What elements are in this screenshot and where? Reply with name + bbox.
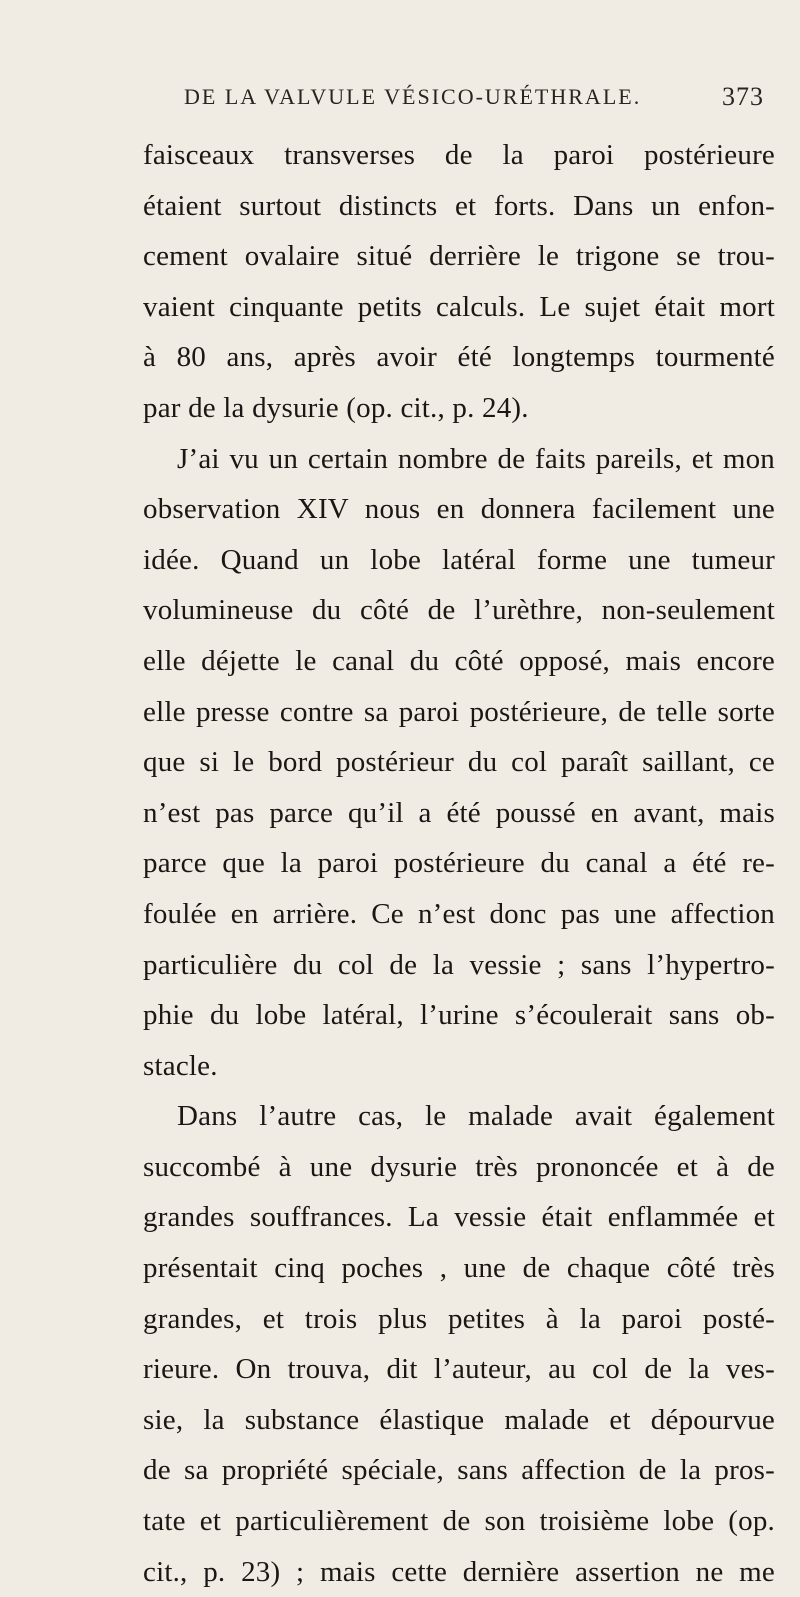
text-line: faisceaux transverses de la paroi postérieure: [143, 139, 775, 171]
text-line: foulée en arrière. Ce n’est donc pas une affection: [143, 897, 775, 930]
text-line: cit., p. 23) ; mais cette dernière assertion ne me: [143, 1555, 775, 1588]
text-line: particulière du col de la vessie ; sans l’hypertro-: [143, 948, 775, 981]
text-line: volumineuse du côté de l’urèthre, non-seulement: [143, 594, 775, 627]
running-title: DE LA VALVULE VÉSICO-URÉTHRALE.: [184, 84, 642, 109]
text-line: que si le bord postérieur du col paraît saillant, ce: [143, 746, 775, 779]
text-line: de sa propriété spéciale, sans affection de la pros-: [143, 1454, 775, 1487]
text-line: rieure. On trouva, dit l’auteur, au col de la ves-: [143, 1353, 775, 1386]
text-line: cement ovalaire situé derrière le trigone se trou-: [143, 240, 775, 273]
text-line: stacle.: [143, 1049, 218, 1082]
text-line: vaient cinquante petits calculs. Le sujet était mort: [143, 290, 775, 323]
page-number: 373: [722, 82, 764, 111]
text-line: tate et particulièrement de son troisième lobe (op.: [143, 1505, 775, 1538]
text-line: grandes souffrances. La vessie était enflammée et: [143, 1201, 775, 1234]
text-line: à 80 ans, après avoir été longtemps tourmenté: [143, 341, 775, 374]
text-line: par de la dysurie (op. cit., p. 24).: [143, 391, 529, 424]
paragraph-start-line: Dans l’autre cas, le malade avait également: [177, 1100, 775, 1133]
text-line: n’est pas parce qu’il a été poussé en avant, mais: [143, 796, 775, 829]
text-line: phie du lobe latéral, l’urine s’écoulerait sans ob-: [143, 999, 775, 1032]
body-text: [143, 130, 775, 1597]
text-line: elle déjette le canal du côté opposé, mais encore: [143, 644, 775, 677]
text-line: présentait cinq poches , une de chaque côté très: [143, 1252, 775, 1285]
paragraph-start-line: J’ai vu un certain nombre de faits pareils, et mon: [177, 442, 775, 475]
text-line: elle presse contre sa paroi postérieure, de telle sorte: [143, 695, 775, 728]
text-line: parce que la paroi postérieure du canal a été re-: [143, 847, 775, 880]
text-line: succombé à une dysurie très prononcée et à de: [143, 1150, 775, 1183]
text-line: sie, la substance élastique malade et dépourvue: [143, 1403, 775, 1436]
text-line: étaient surtout distincts et forts. Dans un enfon-: [143, 189, 775, 222]
text-line: idée. Quand un lobe latéral forme une tumeur: [143, 543, 775, 576]
running-header: [184, 84, 764, 118]
text-line: grandes, et trois plus petites à la paroi posté-: [143, 1302, 775, 1335]
text-line: observation XIV nous en donnera facilement une: [143, 493, 775, 526]
